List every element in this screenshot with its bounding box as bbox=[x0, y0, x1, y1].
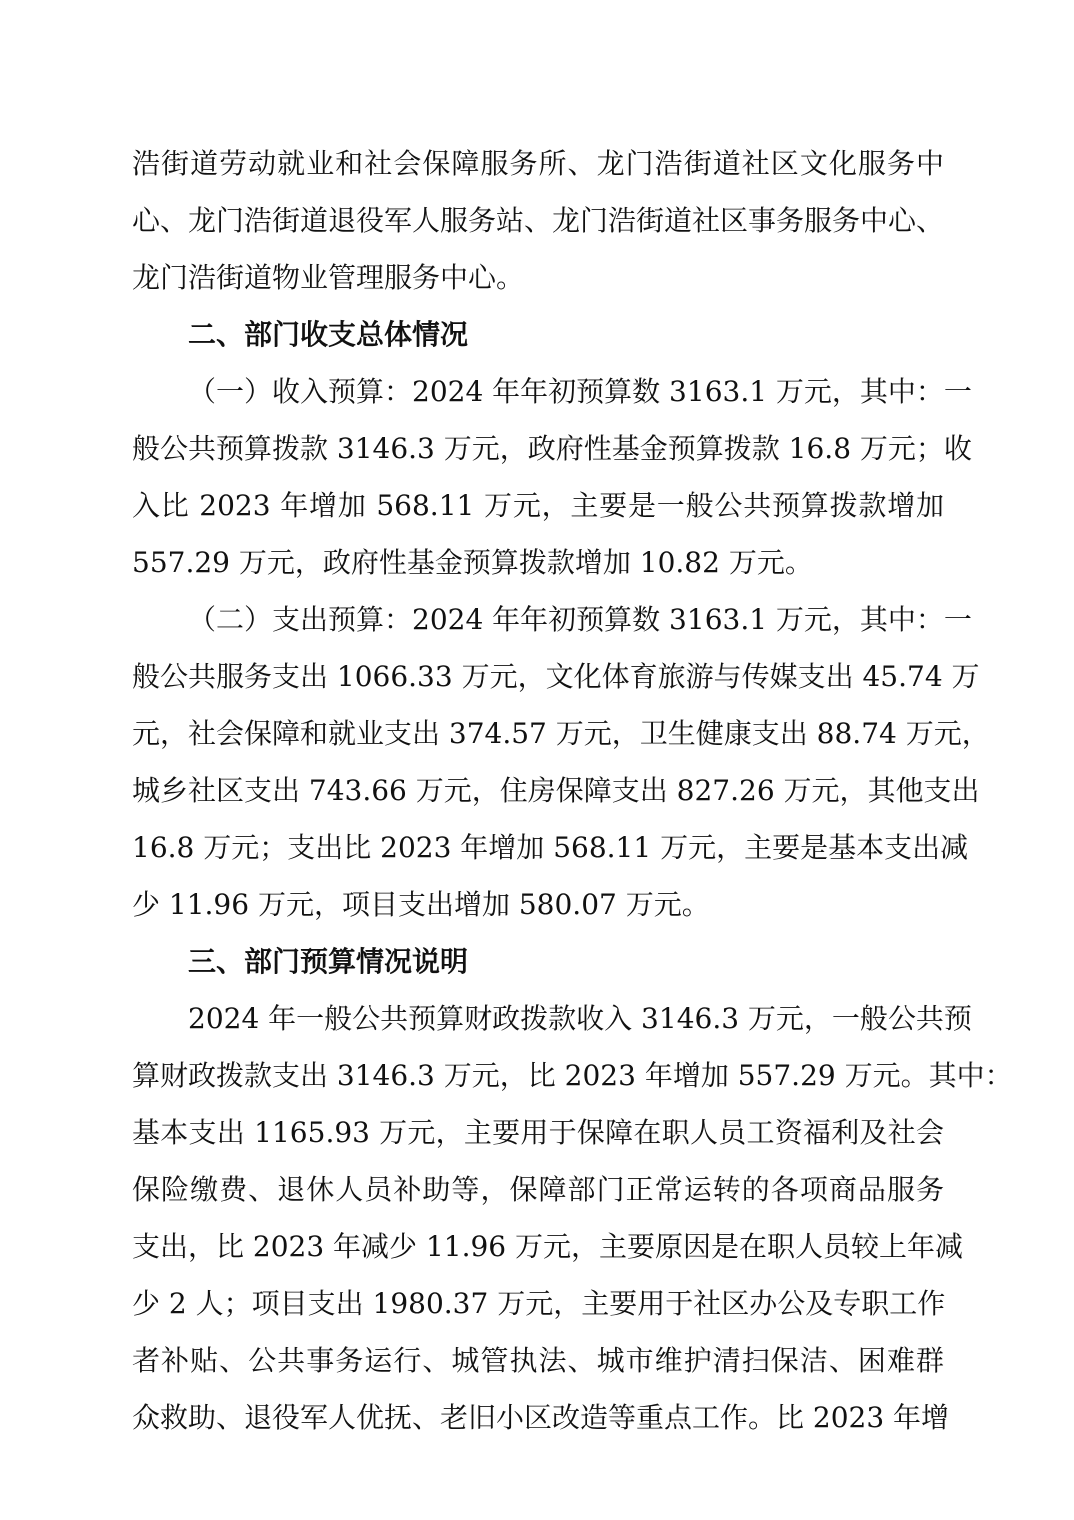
expense-budget-paragraph: （二）支出预算：2024 年年初预算数 3163.1 万元，其中：一 bbox=[188, 603, 972, 636]
body-text-line: 少 11.96 万元，项目支出增加 580.07 万元。 bbox=[132, 888, 710, 921]
body-text-line: 龙门浩街道物业管理服务中心。 bbox=[132, 261, 525, 294]
section-heading-3: 三、部门预算情况说明 bbox=[188, 945, 469, 978]
income-budget-paragraph: （一）收入预算：2024 年年初预算数 3163.1 万元，其中：一 bbox=[188, 375, 972, 408]
body-text-line: 浩街道劳动就业和社会保障服务所、龙门浩街道社区文化服务中 bbox=[132, 147, 944, 180]
body-text-line: 基本支出 1165.93 万元，主要用于保障在职人员工资福利及社会 bbox=[132, 1116, 944, 1149]
body-text-line: 城乡社区支出 743.66 万元，住房保障支出 827.26 万元，其他支出 bbox=[132, 774, 980, 807]
section-heading-2: 二、部门收支总体情况 bbox=[188, 318, 469, 351]
body-text-line: 者补贴、公共事务运行、城管执法、城市维护清扫保洁、困难群 bbox=[132, 1344, 944, 1377]
body-text-line: 众救助、退役军人优抚、老旧小区改造等重点工作。比 2023 年增 bbox=[132, 1401, 950, 1434]
body-text-line: 少 2 人；项目支出 1980.37 万元，主要用于社区办公及专职工作 bbox=[132, 1287, 946, 1320]
body-text-line: 般公共预算拨款 3146.3 万元，政府性基金预算拨款 16.8 万元；收 bbox=[132, 432, 972, 465]
body-text-line: 入比 2023 年增加 568.11 万元，主要是一般公共预算拨款增加 bbox=[132, 489, 944, 522]
body-text-line: 557.29 万元，政府性基金预算拨款增加 10.82 万元。 bbox=[132, 546, 813, 579]
body-text-line: 算财政拨款支出 3146.3 万元，比 2023 年增加 557.29 万元。其中： bbox=[132, 1059, 1013, 1092]
body-text-line: 保险缴费、退休人员补助等，保障部门正常运转的各项商品服务 bbox=[132, 1173, 944, 1206]
body-text-line: 16.8 万元；支出比 2023 年增加 568.11 万元，主要是基本支出减 bbox=[132, 831, 969, 864]
body-text-line: 支出，比 2023 年减少 11.96 万元，主要原因是在职人员较上年减 bbox=[132, 1230, 964, 1263]
budget-explanation-paragraph: 2024 年一般公共预算财政拨款收入 3146.3 万元，一般公共预 bbox=[188, 1002, 972, 1035]
body-text-line: 元，社会保障和就业支出 374.57 万元，卫生健康支出 88.74 万元， bbox=[132, 717, 990, 750]
body-text-line: 心、龙门浩街道退役军人服务站、龙门浩街道社区事务服务中心、 bbox=[132, 204, 945, 237]
body-text-line: 般公共服务支出 1066.33 万元，文化体育旅游与传媒支出 45.74 万 bbox=[132, 660, 980, 693]
